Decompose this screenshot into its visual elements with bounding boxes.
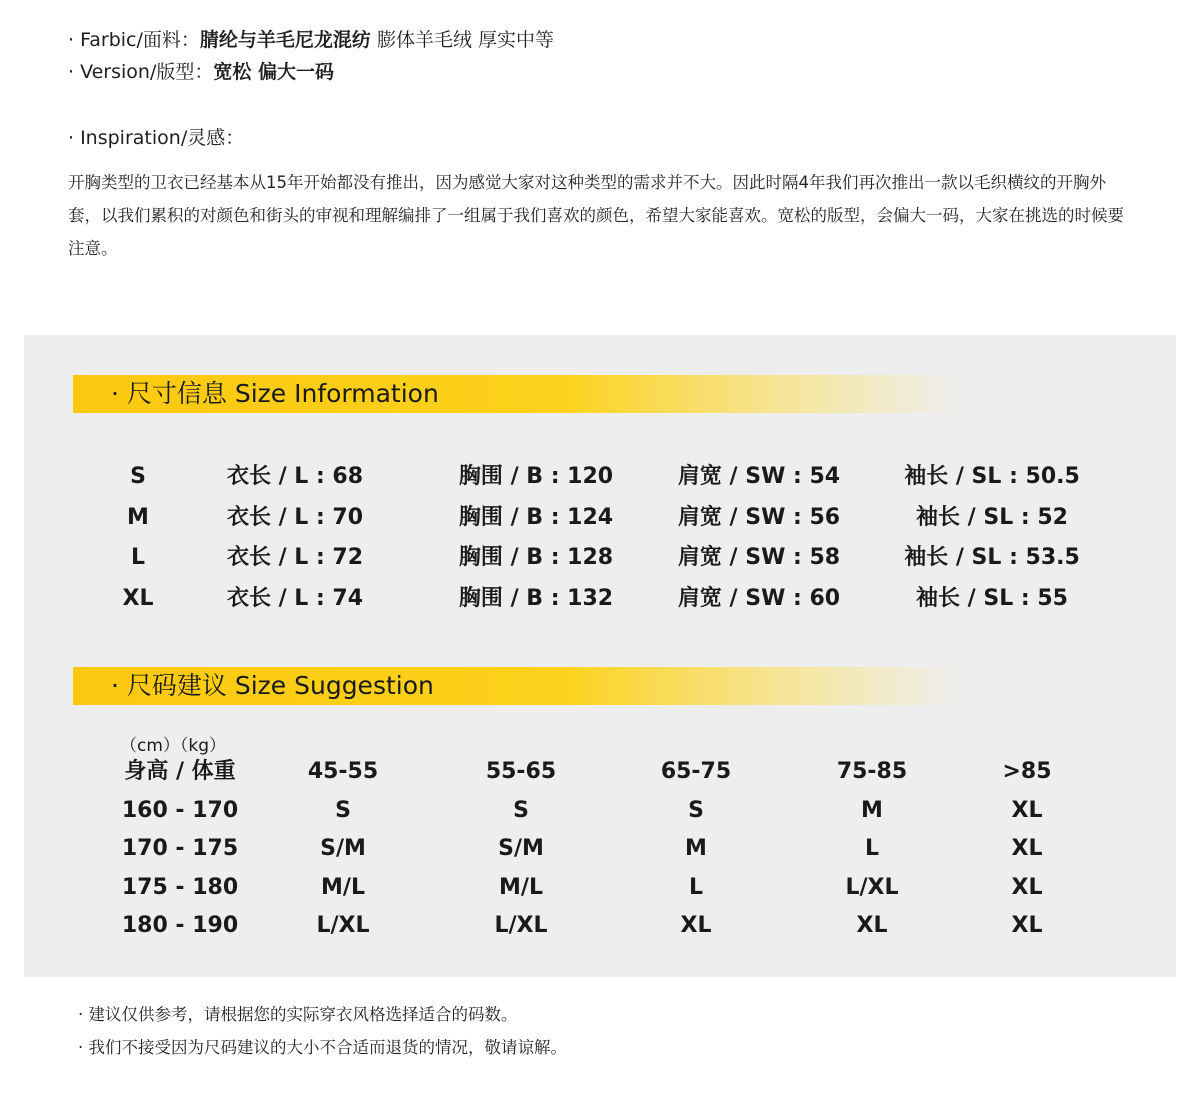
length-value: 衣长 / L : 72 — [226, 545, 364, 571]
bust-value: 胸围 / B : 132 — [458, 585, 614, 611]
height-weight-header: 身高 / 体重 — [124, 759, 236, 784]
sleeve-value: 袖长 / SL : 53.5 — [904, 545, 1080, 571]
sleeve-value: 袖长 / SL : 55 — [916, 585, 1068, 611]
version-value: 宽松 偏大一码 — [213, 61, 334, 83]
size-label: XL — [122, 585, 154, 611]
inspiration-title: · Inspiration/灵感： — [68, 127, 245, 149]
suggested-size: L/XL — [494, 913, 548, 939]
suggestion-row — [24, 792, 1176, 831]
height-range: 180 - 190 — [121, 913, 239, 939]
suggested-size: S/M — [320, 836, 366, 862]
suggested-size: XL — [680, 913, 712, 939]
height-range: 170 - 175 — [121, 836, 239, 862]
suggested-size: L/XL — [845, 874, 899, 900]
bust-value: 胸围 / B : 128 — [458, 545, 614, 571]
height-range: 175 - 180 — [121, 874, 239, 900]
size-row — [24, 538, 1176, 579]
sleeve-value: 袖长 / SL : 52 — [916, 504, 1068, 530]
size-row — [24, 498, 1176, 539]
suggested-size: XL — [1011, 797, 1043, 823]
size-suggestion-header — [73, 667, 959, 705]
size-label: L — [130, 545, 146, 571]
suggestion-row — [24, 830, 1176, 869]
fabric-value-rest: 膨体羊毛绒 厚实中等 — [370, 29, 555, 51]
product-intro — [68, 24, 1138, 265]
weight-range-header: 75-85 — [836, 759, 908, 784]
suggested-size: S — [688, 797, 704, 823]
size-panel — [24, 335, 1176, 977]
suggested-size: XL — [1011, 913, 1043, 939]
suggested-size: XL — [856, 913, 888, 939]
size-information-table — [24, 457, 1176, 619]
suggested-size: M — [685, 836, 707, 862]
height-range: 160 - 170 — [121, 797, 239, 823]
fabric-value-bold: 腈纶与羊毛尼龙混纺 — [199, 29, 371, 51]
length-value: 衣长 / L : 70 — [226, 504, 364, 530]
version-line — [68, 56, 1138, 88]
suggested-size: L — [864, 836, 880, 862]
shoulder-value: 肩宽 / SW : 54 — [677, 464, 841, 489]
size-label: M — [127, 504, 149, 530]
suggested-size: XL — [1011, 836, 1043, 862]
shoulder-value: 肩宽 / SW : 60 — [677, 585, 841, 611]
size-suggestion-title: · 尺码建议 Size Suggestion — [111, 671, 434, 700]
unit-note: （cm）（kg） — [120, 736, 227, 756]
weight-range-header: 65-75 — [660, 759, 732, 784]
suggestion-row — [24, 869, 1176, 908]
suggestion-row — [24, 907, 1176, 946]
size-suggestion-table — [24, 753, 1176, 946]
suggested-size: M/L — [499, 874, 543, 900]
shoulder-value: 肩宽 / SW : 56 — [677, 504, 841, 530]
size-information-header — [73, 375, 959, 413]
suggested-size: S — [335, 797, 351, 823]
fabric-label: · Farbic/面料： — [68, 29, 200, 51]
size-notes — [78, 998, 567, 1064]
suggested-size: L/XL — [316, 913, 370, 939]
suggested-size: L — [688, 874, 704, 900]
inspiration-body: 开胸类型的卫衣已经基本从15年开始都没有推出，因为感觉大家对这种类型的需求并不大。因此时隔4年我们再次推出一款以毛织横纹的开胸外套，以我们累积的对颜色和街头的审视和理解编排了一组属于我们喜欢的颜色，希望大家能喜欢。宽松的版型，会偏大一码，大家在挑选的时候要注意。 — [68, 173, 1124, 258]
suggested-size: S — [513, 797, 529, 823]
suggested-size: M — [861, 797, 883, 823]
size-row — [24, 457, 1176, 498]
note-line: · 我们不接受因为尺码建议的大小不合适而退货的情况，敬请谅解。 — [78, 1038, 567, 1057]
suggested-size: S/M — [498, 836, 544, 862]
note-line: · 建议仅供参考，请根据您的实际穿衣风格选择适合的码数。 — [78, 1005, 518, 1024]
size-row — [24, 579, 1176, 620]
version-label: · Version/版型： — [68, 61, 214, 83]
length-value: 衣长 / L : 74 — [226, 585, 364, 611]
weight-range-header: >85 — [1002, 759, 1052, 784]
shoulder-value: 肩宽 / SW : 58 — [677, 545, 841, 571]
suggested-size: M/L — [321, 874, 365, 900]
suggested-size: XL — [1011, 874, 1043, 900]
bust-value: 胸围 / B : 120 — [458, 464, 614, 489]
sleeve-value: 袖长 / SL : 50.5 — [904, 464, 1080, 489]
weight-range-header: 45-55 — [307, 759, 379, 784]
weight-range-header: 55-65 — [485, 759, 557, 784]
size-information-title: · 尺寸信息 Size Information — [111, 379, 439, 408]
fabric-line — [68, 24, 1138, 56]
suggestion-header-row — [24, 753, 1176, 792]
size-label: S — [130, 464, 146, 489]
length-value: 衣长 / L : 68 — [226, 464, 364, 489]
bust-value: 胸围 / B : 124 — [458, 504, 614, 530]
